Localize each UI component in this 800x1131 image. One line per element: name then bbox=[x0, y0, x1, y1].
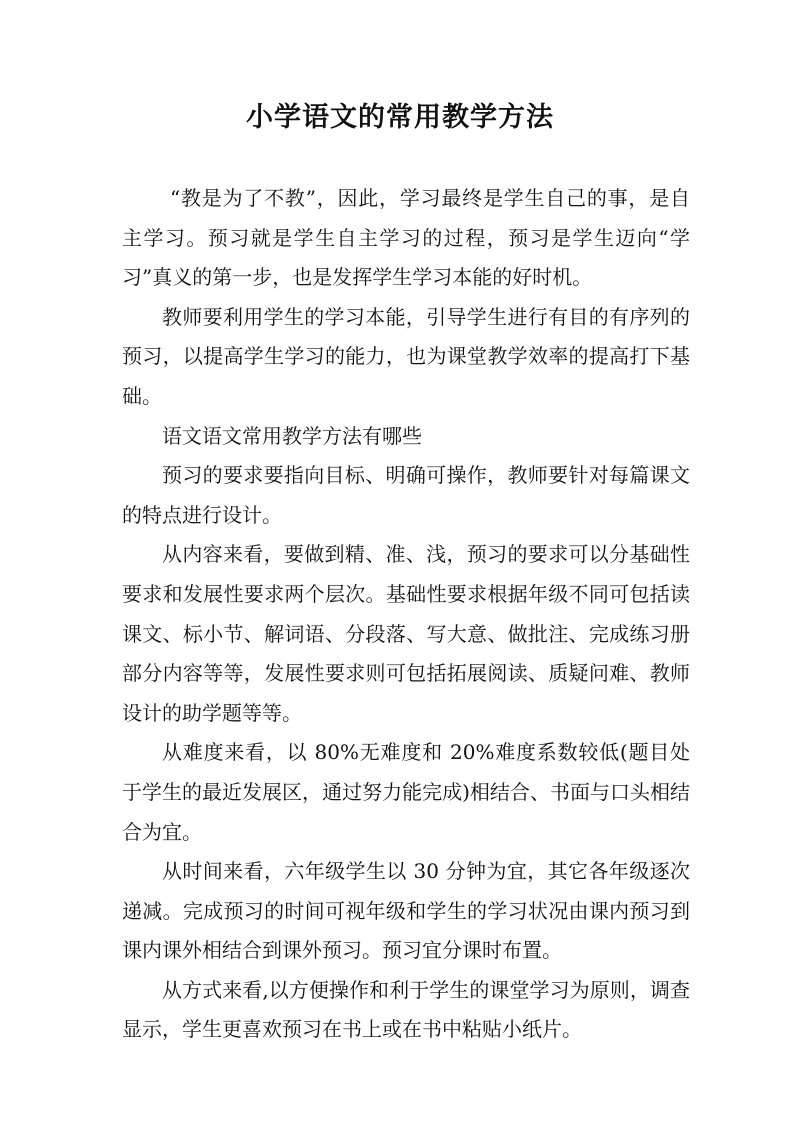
paragraph-1: “教是为了不教”，因此，学习最终是学生自己的事，是自主学习。预习就是学生自主学习的过程，预习是学生迈向“学习”真义的第一步，也是发挥学生学习本能的好时机。 bbox=[122, 186, 690, 290]
paragraph-2: 教师要利用学生的学习本能，引导学生进行有目的有序列的预习，以提高学生学习的能力，也为课堂教学效率的提高打下基础。 bbox=[122, 304, 690, 408]
paragraph-3: 语文语文常用教学方法有哪些 bbox=[162, 423, 422, 448]
paragraph-4: 预习的要求要指向目标、明确可操作，教师要针对每篇课文的特点进行设计。 bbox=[122, 463, 690, 527]
paragraph-5: 从内容来看，要做到精、准、浅，预习的要求可以分基础性要求和发展性要求两个层次。基础性要求根据年级不同可包括读课文、标小节、解词语、分段落、写大意、做批注、完成练习册部分内容等等，发展性要求则可包括拓展阅读、质疑问难、教师设计的助学题等等。 bbox=[122, 542, 690, 725]
document-title: 小学语文的常用教学方法 bbox=[246, 102, 554, 133]
paragraph-7: 从时间来看，六年级学生以 30 分钟为宜，其它各年级逐次递减。完成预习的时间可视年级和学生的学习状况由课内预习到课内课外相结合到课外预习。预习宜分课时布置。 bbox=[122, 859, 690, 963]
document-body bbox=[122, 179, 690, 1050]
paragraph-6: 从难度来看，以 80%无难度和 20%难度系数较低(题目处于学生的最近发展区，通过努力能完成)相结合、书面与口头相结合为宜。 bbox=[122, 740, 690, 844]
paragraph-8: 从方式来看,以方便操作和利于学生的课堂学习为原则，调查显示，学生更喜欢预习在书上或在书中粘贴小纸片。 bbox=[122, 977, 690, 1042]
